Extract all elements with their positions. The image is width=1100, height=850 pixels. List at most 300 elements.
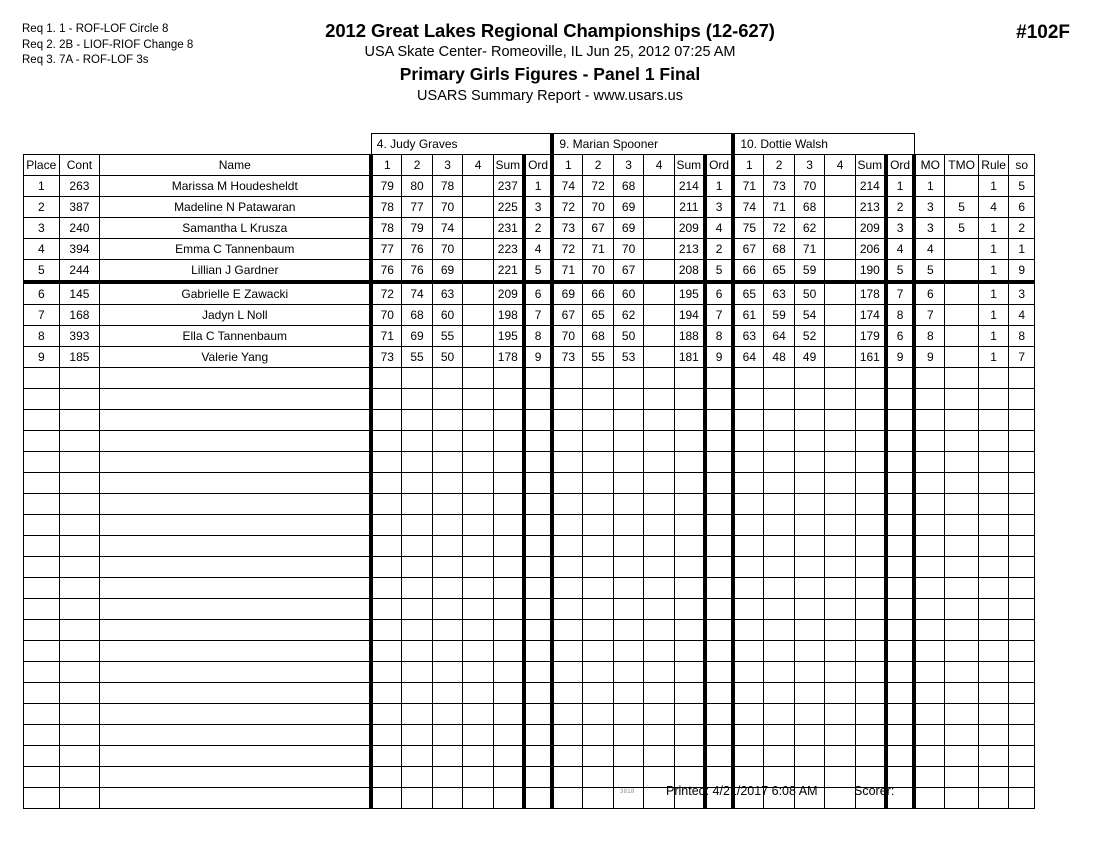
cell-empty [493, 368, 524, 389]
cell-empty [552, 620, 583, 641]
cell-empty [59, 494, 100, 515]
cell-empty [764, 746, 795, 767]
cell-judge-3-score-3: 52 [794, 326, 825, 347]
cell-empty [644, 473, 675, 494]
cell-judge-3-score-3: 59 [794, 260, 825, 283]
cell-empty [583, 431, 614, 452]
cell-empty [493, 683, 524, 704]
cell-empty [705, 410, 733, 431]
cell-empty [371, 368, 402, 389]
cell-empty [59, 515, 100, 536]
cell-empty [914, 641, 945, 662]
cell-judge-3-ord: 3 [886, 218, 915, 239]
table-row [24, 305, 1035, 326]
cell-empty [978, 725, 1009, 746]
cell-empty [733, 515, 764, 536]
cell-judge-3-sum: 213 [855, 197, 886, 218]
cell-empty [402, 620, 433, 641]
competition-title: 2012 Great Lakes Regional Championships (12-627) [325, 20, 775, 41]
cell-empty [644, 641, 675, 662]
cell-empty [100, 473, 372, 494]
cell-judge-3-sum: 178 [855, 282, 886, 305]
cell-empty [493, 536, 524, 557]
cell-empty [825, 578, 856, 599]
cell-judge-2-score-2: 67 [583, 218, 614, 239]
cell-judge-2-score-1: 74 [552, 176, 583, 197]
cell-empty [764, 431, 795, 452]
cell-judge-2-score-1: 72 [552, 197, 583, 218]
cell-empty [674, 662, 705, 683]
cell-judge-1-score-3: 78 [432, 176, 463, 197]
column-header-cont: Cont [59, 155, 100, 176]
table-row-empty [24, 599, 1035, 620]
cell-empty [552, 578, 583, 599]
judge-3-subheader-1: 1 [733, 155, 764, 176]
cell-empty [371, 452, 402, 473]
cell-judge-2-score-2: 55 [583, 347, 614, 368]
cell-empty [583, 452, 614, 473]
cell-empty [914, 620, 945, 641]
cell-judge-1-score-1: 73 [371, 347, 402, 368]
cell-empty [825, 536, 856, 557]
cell-empty [978, 494, 1009, 515]
cell-empty [402, 641, 433, 662]
cell-empty [371, 431, 402, 452]
cell-empty [1009, 683, 1035, 704]
cell-empty [945, 368, 979, 389]
cell-empty [524, 410, 553, 431]
cell-empty [371, 746, 402, 767]
cell-empty [583, 683, 614, 704]
cell-empty [705, 620, 733, 641]
cell-empty [825, 662, 856, 683]
cell-empty [24, 368, 60, 389]
cell-empty [705, 641, 733, 662]
cell-empty [493, 578, 524, 599]
cell-judge-3-score-2: 65 [764, 260, 795, 283]
cell-empty [524, 557, 553, 578]
cell-judge-3-score-3: 54 [794, 305, 825, 326]
cell-mo: 7 [914, 305, 945, 326]
cell-place: 6 [24, 282, 60, 305]
cell-empty [24, 683, 60, 704]
cell-empty [794, 557, 825, 578]
cell-empty [100, 725, 372, 746]
cell-judge-3-sum: 190 [855, 260, 886, 283]
judge-2-subheader-2: 2 [583, 155, 614, 176]
cell-empty [402, 536, 433, 557]
cell-judge-2-sum: 195 [674, 282, 705, 305]
cell-empty [463, 494, 494, 515]
cell-empty [794, 620, 825, 641]
cell-empty [886, 389, 915, 410]
cell-judge-3-score-2: 72 [764, 218, 795, 239]
cell-judge-3-score-4 [825, 282, 856, 305]
cell-empty [1009, 557, 1035, 578]
cell-empty [855, 494, 886, 515]
cell-empty [59, 746, 100, 767]
cell-judge-3-score-1: 71 [733, 176, 764, 197]
cell-empty [886, 620, 915, 641]
cell-empty [24, 473, 60, 494]
cell-judge-3-ord: 8 [886, 305, 915, 326]
cell-empty [100, 704, 372, 725]
cell-empty [613, 368, 644, 389]
cell-judge-1-score-2: 74 [402, 282, 433, 305]
cell-judge-2-score-1: 73 [552, 347, 583, 368]
cell-empty [978, 620, 1009, 641]
cell-judge-3-score-3: 50 [794, 282, 825, 305]
cell-empty [100, 389, 372, 410]
cell-empty [855, 557, 886, 578]
cell-judge-2-sum: 211 [674, 197, 705, 218]
cell-judge-1-sum: 231 [493, 218, 524, 239]
cell-empty [432, 641, 463, 662]
cell-empty [59, 473, 100, 494]
cell-empty [552, 389, 583, 410]
column-header-place: Place [24, 155, 60, 176]
cell-empty [463, 452, 494, 473]
cell-empty [764, 662, 795, 683]
cell-judge-2-sum: 214 [674, 176, 705, 197]
cell-empty [24, 704, 60, 725]
cell-empty [886, 557, 915, 578]
table-row [24, 260, 1035, 283]
cell-empty [644, 494, 675, 515]
cell-empty [644, 515, 675, 536]
cell-empty [945, 704, 979, 725]
cell-judge-2-score-3: 69 [613, 218, 644, 239]
form-code: 3818 [620, 789, 635, 795]
cell-judge-1-score-1: 78 [371, 197, 402, 218]
cell-empty [583, 578, 614, 599]
table-row-empty [24, 578, 1035, 599]
cell-empty [552, 704, 583, 725]
cell-empty [945, 410, 979, 431]
cell-judge-1-score-3: 70 [432, 197, 463, 218]
cell-judge-3-score-4 [825, 326, 856, 347]
cell-judge-3-ord: 2 [886, 197, 915, 218]
cell-empty [100, 683, 372, 704]
cell-empty [524, 389, 553, 410]
cell-empty [825, 620, 856, 641]
cell-empty [945, 578, 979, 599]
cell-empty [886, 473, 915, 494]
cell-empty [1009, 620, 1035, 641]
cell-empty [764, 515, 795, 536]
cell-judge-2-sum: 194 [674, 305, 705, 326]
banner-tail-spacer [914, 134, 1034, 155]
cell-judge-2-ord: 3 [705, 197, 733, 218]
cell-empty [794, 662, 825, 683]
judge-2-subheader-sum: Sum [674, 155, 705, 176]
cell-judge-1-sum: 209 [493, 282, 524, 305]
cell-judge-2-score-3: 67 [613, 260, 644, 283]
cell-empty [100, 431, 372, 452]
cell-empty [463, 431, 494, 452]
cell-empty [583, 494, 614, 515]
cell-judge-3-ord: 7 [886, 282, 915, 305]
cell-judge-1-ord: 6 [524, 282, 553, 305]
cell-judge-3-score-4 [825, 197, 856, 218]
cell-empty [764, 557, 795, 578]
cell-empty [764, 578, 795, 599]
cell-empty [432, 452, 463, 473]
cell-empty [644, 431, 675, 452]
cell-judge-3-score-2: 48 [764, 347, 795, 368]
cell-empty [552, 746, 583, 767]
cell-empty [886, 704, 915, 725]
cell-empty [705, 515, 733, 536]
cell-empty [674, 473, 705, 494]
cell-judge-2-score-2: 65 [583, 305, 614, 326]
cell-empty [552, 536, 583, 557]
cell-empty [24, 452, 60, 473]
cell-empty [978, 473, 1009, 494]
cell-empty [371, 683, 402, 704]
judge-panel-header-1: 4. Judy Graves [371, 134, 552, 155]
cell-empty [733, 683, 764, 704]
cell-empty [552, 641, 583, 662]
cell-empty [764, 641, 795, 662]
cell-empty [886, 578, 915, 599]
cell-empty [794, 473, 825, 494]
cell-empty [733, 578, 764, 599]
cell-judge-1-score-4 [463, 260, 494, 283]
cell-empty [24, 515, 60, 536]
table-row [24, 218, 1035, 239]
cell-judge-1-score-2: 76 [402, 260, 433, 283]
cell-judge-1-score-3: 69 [432, 260, 463, 283]
cell-rule: 4 [978, 197, 1009, 218]
cell-judge-1-sum: 198 [493, 305, 524, 326]
table-row [24, 347, 1035, 368]
cell-empty [463, 599, 494, 620]
cell-empty [674, 599, 705, 620]
cell-judge-1-sum: 237 [493, 176, 524, 197]
cell-empty [855, 452, 886, 473]
cell-empty [524, 431, 553, 452]
cell-empty [825, 641, 856, 662]
cell-empty [674, 641, 705, 662]
cell-empty [945, 683, 979, 704]
cell-rule: 1 [978, 326, 1009, 347]
cell-empty [59, 683, 100, 704]
judge-2-subheader-4: 4 [644, 155, 675, 176]
cell-name: Samantha L Krusza [100, 218, 372, 239]
cell-empty [794, 725, 825, 746]
cell-empty [886, 662, 915, 683]
event-title: Primary Girls Figures - Panel 1 Final [399, 64, 701, 84]
cell-empty [855, 599, 886, 620]
cell-empty [886, 536, 915, 557]
cell-judge-1-ord: 3 [524, 197, 553, 218]
cell-tmo [945, 282, 979, 305]
cell-empty [402, 452, 433, 473]
cell-empty [855, 410, 886, 431]
cell-empty [402, 410, 433, 431]
cell-judge-3-score-2: 73 [764, 176, 795, 197]
cell-empty [613, 452, 644, 473]
cell-empty [493, 704, 524, 725]
cell-judge-1-sum: 178 [493, 347, 524, 368]
cell-judge-1-ord: 4 [524, 239, 553, 260]
cell-empty [463, 662, 494, 683]
cell-empty [914, 662, 945, 683]
cell-empty [674, 410, 705, 431]
cell-empty [794, 515, 825, 536]
printed-timestamp: Printed: 4/21/2017 6:08 AM [666, 784, 818, 798]
cell-judge-2-score-4 [644, 326, 675, 347]
cell-empty [371, 620, 402, 641]
cell-empty [24, 389, 60, 410]
cell-empty [100, 557, 372, 578]
cell-empty [613, 389, 644, 410]
cell-empty [886, 683, 915, 704]
cell-empty [371, 557, 402, 578]
cell-empty [945, 725, 979, 746]
cell-empty [764, 452, 795, 473]
cell-empty [733, 452, 764, 473]
column-header-row [24, 155, 1035, 176]
cell-empty [100, 536, 372, 557]
cell-empty [674, 725, 705, 746]
cell-empty [705, 662, 733, 683]
cell-judge-1-score-3: 70 [432, 239, 463, 260]
cell-empty [914, 725, 945, 746]
cell-empty [552, 473, 583, 494]
cell-empty [914, 389, 945, 410]
cell-empty [794, 536, 825, 557]
cell-rule: 1 [978, 260, 1009, 283]
cell-empty [914, 683, 945, 704]
cell-empty [705, 536, 733, 557]
cell-empty [855, 683, 886, 704]
cell-empty [24, 662, 60, 683]
cell-empty [886, 641, 915, 662]
cell-so: 7 [1009, 347, 1035, 368]
cell-so: 9 [1009, 260, 1035, 283]
table-row-empty [24, 410, 1035, 431]
cell-empty [613, 578, 644, 599]
cell-judge-3-score-1: 61 [733, 305, 764, 326]
cell-empty [914, 536, 945, 557]
cell-empty [764, 473, 795, 494]
cell-judge-2-sum: 208 [674, 260, 705, 283]
cell-cont: 145 [59, 282, 100, 305]
cell-empty [463, 410, 494, 431]
cell-empty [613, 410, 644, 431]
cell-empty [945, 662, 979, 683]
cell-so: 3 [1009, 282, 1035, 305]
cell-empty [674, 746, 705, 767]
cell-empty [705, 431, 733, 452]
cell-empty [794, 389, 825, 410]
cell-empty [463, 536, 494, 557]
cell-judge-1-score-4 [463, 218, 494, 239]
cell-empty [613, 704, 644, 725]
cell-judge-3-score-3: 62 [794, 218, 825, 239]
cell-empty [463, 683, 494, 704]
cell-empty [914, 431, 945, 452]
cell-judge-3-score-2: 68 [764, 239, 795, 260]
cell-judge-1-score-2: 68 [402, 305, 433, 326]
cell-place: 3 [24, 218, 60, 239]
cell-empty [552, 599, 583, 620]
cell-empty [674, 620, 705, 641]
cell-empty [674, 578, 705, 599]
table-row-empty [24, 746, 1035, 767]
cell-empty [978, 746, 1009, 767]
cell-empty [914, 515, 945, 536]
cell-empty [886, 368, 915, 389]
cell-empty [524, 536, 553, 557]
cell-judge-3-sum: 179 [855, 326, 886, 347]
cell-mo: 9 [914, 347, 945, 368]
cell-empty [463, 368, 494, 389]
cell-judge-2-score-2: 68 [583, 326, 614, 347]
cell-empty [764, 368, 795, 389]
cell-empty [914, 599, 945, 620]
cell-judge-1-score-4 [463, 305, 494, 326]
cell-empty [644, 662, 675, 683]
judge-panel-header-2: 9. Marian Spooner [552, 134, 733, 155]
cell-judge-3-score-2: 63 [764, 282, 795, 305]
cell-judge-2-ord: 5 [705, 260, 733, 283]
cell-place: 2 [24, 197, 60, 218]
cell-empty [825, 473, 856, 494]
cell-empty [825, 410, 856, 431]
cell-empty [945, 641, 979, 662]
cell-empty [733, 620, 764, 641]
cell-judge-3-sum: 161 [855, 347, 886, 368]
cell-empty [1009, 473, 1035, 494]
cell-empty [493, 431, 524, 452]
cell-judge-2-sum: 181 [674, 347, 705, 368]
cell-judge-2-score-2: 66 [583, 282, 614, 305]
judge-3-subheader-2: 2 [764, 155, 795, 176]
cell-empty [100, 620, 372, 641]
cell-judge-3-ord: 9 [886, 347, 915, 368]
cell-empty [733, 389, 764, 410]
cell-judge-3-score-3: 68 [794, 197, 825, 218]
cell-empty [493, 641, 524, 662]
cell-judge-2-score-1: 73 [552, 218, 583, 239]
cell-empty [613, 641, 644, 662]
cell-empty [978, 536, 1009, 557]
cell-empty [825, 431, 856, 452]
cell-empty [855, 725, 886, 746]
cell-empty [764, 494, 795, 515]
cell-empty [59, 599, 100, 620]
cell-empty [978, 683, 1009, 704]
judge-panel-banner-row [24, 134, 1035, 155]
cell-empty [432, 368, 463, 389]
cell-empty [794, 410, 825, 431]
cell-empty [886, 431, 915, 452]
cell-so: 1 [1009, 239, 1035, 260]
table-row-empty [24, 557, 1035, 578]
cell-empty [644, 578, 675, 599]
cell-empty [644, 368, 675, 389]
column-header-so: so [1009, 155, 1035, 176]
table-row-empty [24, 536, 1035, 557]
cell-empty [733, 473, 764, 494]
cell-empty [100, 641, 372, 662]
cell-judge-2-ord: 1 [705, 176, 733, 197]
cell-empty [764, 704, 795, 725]
table-row-empty [24, 431, 1035, 452]
